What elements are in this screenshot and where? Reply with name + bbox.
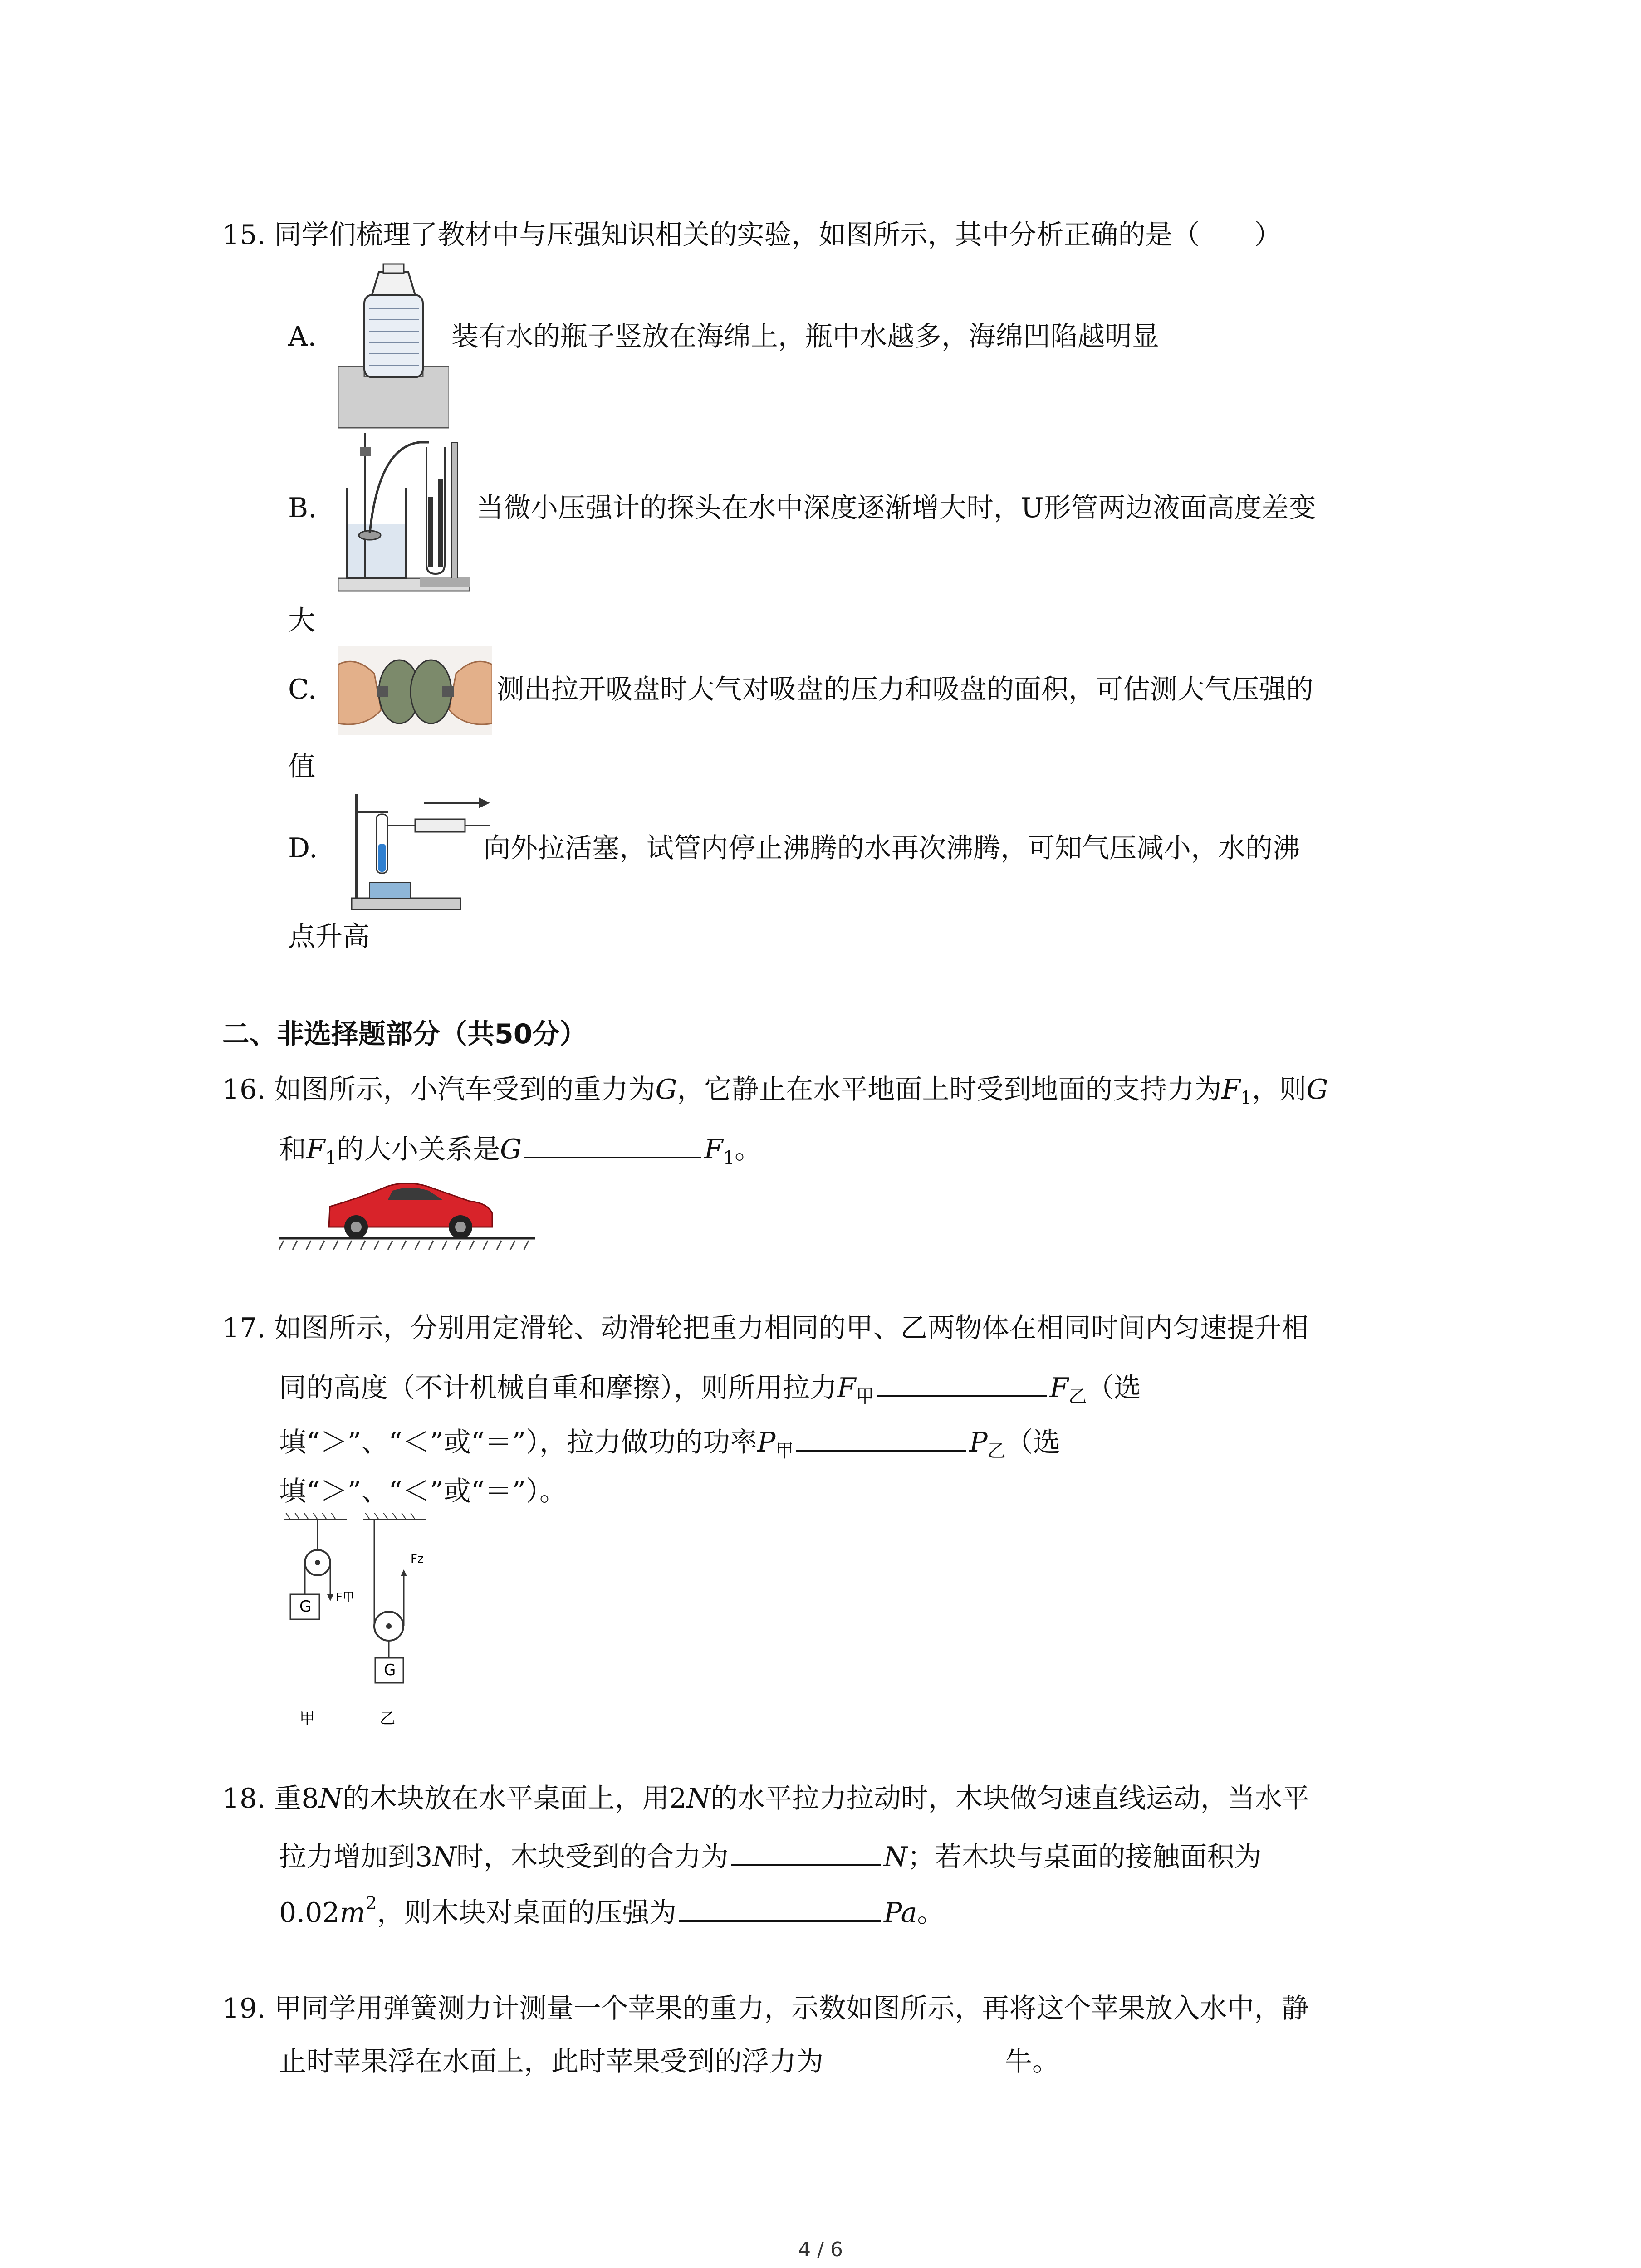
q18-text: ；若木块与桌面的接触面积为 [907, 1841, 1262, 1873]
q15-option-b-text: 当微小压强计的探头在水中深度逐渐增大时，U形管两边液面高度差变 [476, 492, 1316, 524]
q18-line-1 [222, 1785, 1309, 1812]
q19-line-2 [279, 2048, 1059, 2075]
q16-f-symbol: F [306, 1134, 325, 1165]
q17-p-symbol: P [969, 1427, 988, 1458]
q16-text: 的大小关系是 [337, 1134, 500, 1165]
page-number: 4 / 6 [798, 2238, 843, 2261]
fjia-label: F甲 [336, 1591, 354, 1604]
q18-line-3 [279, 1893, 945, 1929]
q17-text: 填“＞”、“＜”或“＝”），拉力做功的功率 [279, 1427, 758, 1458]
pressure-gauge-figure [338, 429, 470, 592]
q15-option-b-cont: 大 [288, 605, 315, 636]
q18-text: 时，木块受到的合力为 [456, 1841, 729, 1873]
q17-f-symbol: F [837, 1372, 856, 1404]
q17-line-4: 填“＞”、“＜”或“＝”）。 [279, 1476, 567, 1507]
q16-subscript: 1 [325, 1148, 337, 1168]
q16-g-symbol: G [500, 1134, 522, 1165]
q17-text: （选 [1005, 1427, 1060, 1458]
q18-text: 。 [917, 1897, 945, 1929]
q17-subscript: 甲 [856, 1386, 874, 1407]
q18-pa-unit: Pa [883, 1897, 917, 1929]
q19-text: 牛。 [1005, 2046, 1059, 2077]
q17-p-symbol: P [757, 1427, 776, 1458]
q16-line-2 [279, 1130, 762, 1167]
q17-answer-blank-1[interactable] [877, 1369, 1047, 1397]
q15-stem-text: 同学们梳理了教材中与压强知识相关的实验，如图所示，其中分析正确的是（ ） [274, 219, 1282, 251]
q15-option-d-cont: 点升高 [288, 921, 370, 953]
q18-text: 的木块放在水平桌面上，用2 [343, 1783, 687, 1814]
q16-f-symbol: F [704, 1134, 723, 1165]
q17-subscript: 乙 [1068, 1386, 1087, 1407]
q15-stem [222, 221, 1282, 249]
q17-answer-blank-2[interactable] [796, 1423, 966, 1452]
q16-answer-blank[interactable] [524, 1130, 701, 1158]
q18-text: 重8 [274, 1783, 319, 1814]
q18-m-unit: m [339, 1897, 366, 1929]
g-label-jia: G [299, 1598, 312, 1616]
caption-yi: 乙 [380, 1710, 395, 1728]
q19-line-1 [222, 1995, 1309, 2022]
q18-text: 的水平拉力拉动时，木块做匀速直线运动，当水平 [710, 1783, 1309, 1814]
q18-n-unit: N [318, 1783, 343, 1814]
q16-subscript: 1 [723, 1148, 735, 1168]
syringe-boiling-figure [343, 789, 492, 912]
caption-jia: 甲 [299, 1710, 315, 1728]
q15-option-b-label: B. [288, 492, 317, 524]
q18-n-unit: N [883, 1841, 908, 1873]
q18-number: 18. [222, 1783, 266, 1814]
q17-line-2 [279, 1369, 1141, 1406]
q15-option-c-cont: 值 [288, 751, 315, 782]
q16-text: 和 [279, 1134, 306, 1165]
q17-number: 17. [222, 1312, 266, 1344]
q15-option-a-label: A. [288, 321, 317, 352]
q17-subscript: 乙 [987, 1441, 1006, 1461]
pulley-figure [279, 1513, 442, 1730]
q18-n-unit: N [686, 1783, 710, 1814]
g-label-yi: G [384, 1661, 396, 1679]
q16-text: ，它静止在水平地面上时受到地面的支持力为 [677, 1074, 1222, 1105]
q18-line-2 [279, 1838, 1261, 1871]
q16-line-1 [222, 1076, 1328, 1107]
q15-option-c-label: C. [288, 674, 317, 705]
q18-text: ，则木块对桌面的压强为 [377, 1897, 676, 1929]
q17-text: （选 [1087, 1372, 1141, 1404]
q16-text: ，则 [1252, 1074, 1307, 1105]
q15-number: 15. [222, 219, 266, 251]
section-2-title: 二、非选择题部分（共50分） [222, 1018, 587, 1050]
red-car-figure [279, 1170, 535, 1254]
q18-text: 0.02 [279, 1897, 340, 1929]
bottle-on-sponge-figure [338, 263, 449, 429]
q16-text: 如图所示，小汽车受到的重力为 [274, 1074, 656, 1105]
q16-g-symbol: G [1306, 1074, 1328, 1105]
q18-text: 拉力增加到3 [279, 1841, 433, 1873]
q19-number: 19. [222, 1993, 266, 2024]
q17-text: 如图所示，分别用定滑轮、动滑轮把重力相同的甲、乙两物体在相同时间内匀速提升相 [274, 1312, 1309, 1344]
q16-f-symbol: F [1221, 1074, 1241, 1105]
q15-option-d-text: 向外拉活塞，试管内停止沸腾的水再次沸腾，可知气压减小，水的沸 [483, 832, 1300, 864]
q17-text: 同的高度（不计机械自重和摩擦），则所用拉力 [279, 1372, 837, 1404]
q18-answer-blank-2[interactable] [679, 1894, 881, 1922]
q15-option-c-text: 测出拉开吸盘时大气对吸盘的压力和吸盘的面积，可估测大气压强的 [497, 674, 1313, 705]
q15-option-d-label: D. [288, 832, 318, 864]
suction-cups-figure [338, 646, 492, 735]
q15-option-a-text: 装有水的瓶子竖放在海绵上，瓶中水越多，海绵凹陷越明显 [451, 321, 1159, 352]
q19-text: 甲同学用弹簧测力计测量一个苹果的重力，示数如图所示，再将这个苹果放入水中，静 [274, 1993, 1309, 2024]
q17-line-1 [222, 1312, 1309, 1344]
q16-text: 。 [735, 1134, 762, 1165]
q17-f-symbol: F [1049, 1372, 1069, 1404]
q16-number: 16. [222, 1074, 266, 1105]
q17-subscript: 甲 [775, 1441, 794, 1461]
q18-answer-blank-1[interactable] [731, 1838, 881, 1866]
q18-superscript: 2 [365, 1893, 377, 1914]
fyi-label: Fz [411, 1552, 424, 1566]
q19-text: 止时苹果浮在水面上，此时苹果受到的浮力为 [279, 2046, 823, 2077]
q18-n-unit: N [432, 1841, 456, 1873]
q16-g-symbol: G [655, 1074, 677, 1105]
q16-subscript: 1 [1240, 1088, 1252, 1109]
q17-line-3 [279, 1423, 1060, 1460]
